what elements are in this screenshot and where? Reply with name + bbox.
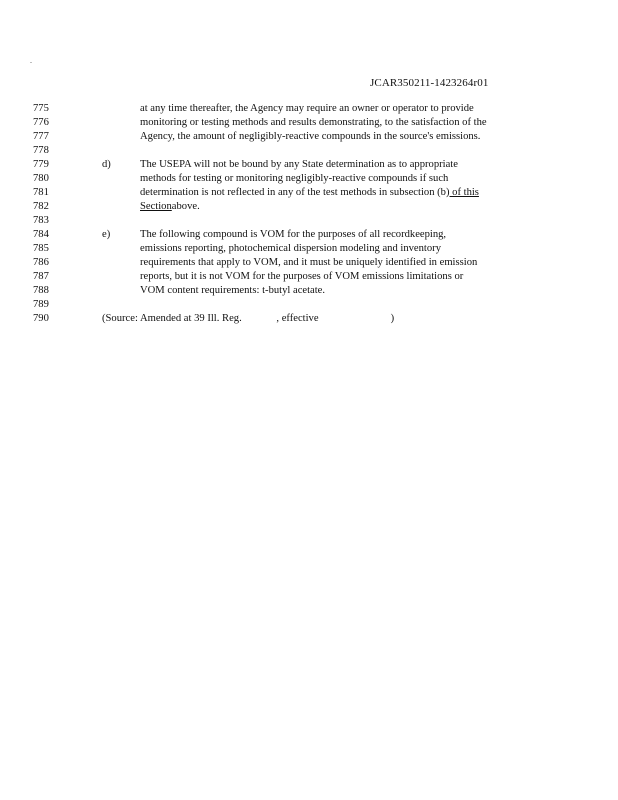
source-note: [102, 313, 394, 324]
line-number: 784: [33, 229, 49, 240]
paragraph-e-marker: e): [102, 229, 111, 240]
paragraph-d-marker: d): [102, 159, 111, 170]
line-number: 788: [33, 285, 49, 296]
line-number: 787: [33, 271, 49, 282]
source-note-close: ): [390, 313, 395, 324]
paragraph-c-line: Agency, the amount of negligibly-reactive compounds in the source's emissions.: [140, 131, 481, 142]
document-id-header: JCAR350211-1423264r01: [370, 77, 489, 89]
paragraph-d-text: determination is not reflected in any of the test methods in subsection (b): [140, 187, 450, 198]
line-number: 780: [33, 173, 49, 184]
paragraph-e-line: The following compound is VOM for the purposes of all recordkeeping,: [140, 229, 447, 240]
inserted-text: Section: [140, 201, 172, 212]
paragraph-d-line: The USEPA will not be bound by any State determination as to appropriate: [140, 159, 458, 170]
paragraph-e-line: VOM content requirements: t-butyl acetate.: [140, 285, 326, 296]
line-number: 775: [33, 103, 49, 114]
paragraph-e-line: reports, but it is not VOM for the purposes of VOM emissions limitations or: [140, 271, 464, 282]
line-number: 786: [33, 257, 49, 268]
paragraph-d-line: methods for testing or monitoring negligibly-reactive compounds if such: [140, 173, 449, 184]
line-number: 790: [33, 313, 49, 324]
line-number: 781: [33, 187, 49, 198]
source-note-effective: , effective: [276, 313, 319, 324]
paragraph-d-line: [140, 187, 479, 198]
source-note-text: (Source: Amended at 39 Ill. Reg.: [102, 313, 245, 324]
line-number: 777: [33, 131, 49, 142]
paragraph-c-line: monitoring or testing methods and results demonstrating, to the satisfaction of the: [140, 117, 487, 128]
stray-mark: .: [30, 56, 32, 65]
line-number: 782: [33, 201, 49, 212]
line-number: 789: [33, 299, 49, 310]
deleted-text: above.: [171, 201, 200, 212]
line-number: 778: [33, 145, 49, 156]
paragraph-e-line: requirements that apply to VOM, and it must be uniquely identified in emission: [140, 257, 478, 268]
line-number: 779: [33, 159, 49, 170]
paragraph-d-line: [140, 201, 200, 212]
paragraph-e-line: emissions reporting, photochemical dispersion modeling and inventory: [140, 243, 441, 254]
paragraph-c-line: at any time thereafter, the Agency may require an owner or operator to provide: [140, 103, 474, 114]
line-number: 785: [33, 243, 49, 254]
line-number: 776: [33, 117, 49, 128]
line-number: 783: [33, 215, 49, 226]
inserted-text: of this: [449, 187, 479, 198]
